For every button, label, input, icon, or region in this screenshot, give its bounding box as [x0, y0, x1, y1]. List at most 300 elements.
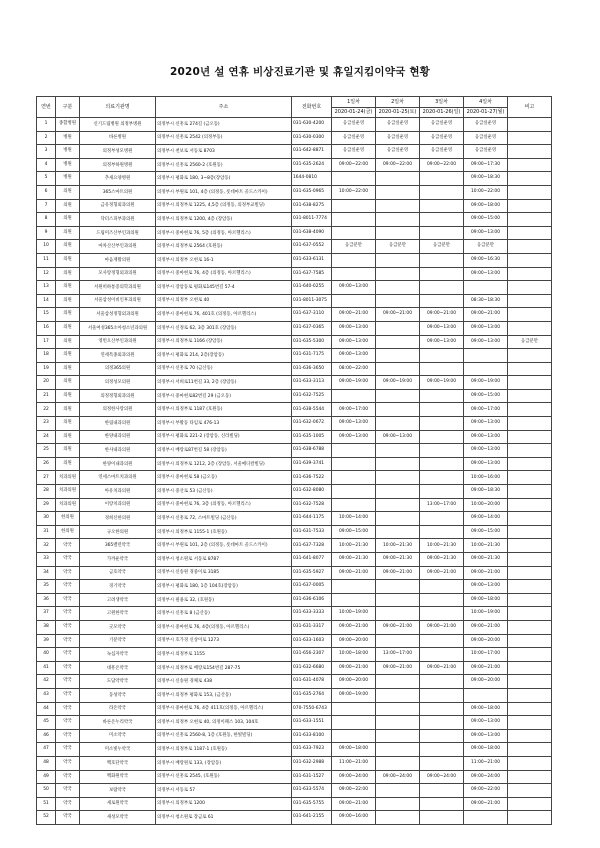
cell-day2: [376, 349, 420, 363]
cell-address: 의정부시 의정부로 배랑로154번길 287-75: [156, 661, 292, 675]
cell-note: [508, 770, 552, 784]
cell-note: [508, 294, 552, 308]
cell-day1: [332, 729, 376, 743]
page-title: 2020년 설 연휴 비상진료기관 및 휴일지킴이약국 현황: [169, 66, 431, 78]
cell-day1: 09:00~13:00: [332, 335, 376, 349]
cell-no: 43: [37, 688, 56, 702]
cell-day1: 09:00~21:30: [332, 553, 376, 567]
cell-no: 39: [37, 634, 56, 648]
cell-day2: [376, 457, 420, 471]
cell-day4: 09:00~18:00: [464, 702, 508, 716]
cell-day4: 09:00~13:00: [464, 267, 508, 281]
cell-day4: 10:00~22:00: [464, 185, 508, 199]
cell-no: 6: [37, 185, 56, 199]
table-row: [37, 199, 552, 213]
cell-day2: [376, 688, 420, 702]
cell-name: 기분약국: [80, 634, 156, 648]
cell-name: 의정한사랑의원: [80, 403, 156, 417]
cell-day2: 09:00~22:00: [376, 158, 420, 172]
cell-day1: 09:00~22:00: [332, 784, 376, 798]
cell-day3: 09:00~19:00: [420, 376, 464, 390]
cell-day3: [420, 444, 464, 458]
cell-no: 18: [37, 349, 56, 363]
cell-name: 모사랑정형외과의원: [80, 267, 156, 281]
cell-day4: 09:00~22:00: [464, 784, 508, 798]
column-header-day1: 1일차: [332, 97, 376, 108]
column-header-name: 의료기관명: [80, 97, 156, 118]
cell-address: 의정부시 의정부로 1225, 4,5층 (의정동, 의정부교빌딩): [156, 199, 292, 213]
cell-type: 의원: [56, 335, 80, 349]
cell-phone: 031-636-6106: [292, 593, 332, 607]
cell-no: 15: [37, 308, 56, 322]
table-row: [37, 172, 552, 186]
cell-type: 의원: [56, 281, 80, 295]
cell-type: 병원: [56, 158, 80, 172]
cell-name: 백화원약국: [80, 770, 156, 784]
table-row: [37, 634, 552, 648]
cell-address: 의정부시 의정부로 1212, 2층 (장암동, 서울메디칼빌딩): [156, 457, 292, 471]
cell-day3: [420, 172, 464, 186]
cell-phone: 031-633-8100: [292, 729, 332, 743]
cell-phone: 031-8011-7774: [292, 213, 332, 227]
cell-day3: 응급분만: [420, 240, 464, 254]
cell-day3: 09:00~13:00: [420, 335, 464, 349]
table-row: [37, 444, 552, 458]
cell-note: [508, 158, 552, 172]
cell-note: [508, 498, 552, 512]
cell-day4: 09:00~21:00: [464, 797, 508, 811]
cell-phone: 031-633-3333: [292, 607, 332, 621]
cell-day1: 응급실운영: [332, 118, 376, 132]
cell-day4: [464, 281, 508, 295]
table-row: [37, 349, 552, 363]
cell-note: [508, 675, 552, 689]
cell-type: 의원: [56, 403, 80, 417]
cell-type: 의원: [56, 362, 80, 376]
cell-day1: [332, 199, 376, 213]
cell-phone: 031-631-1527: [292, 770, 332, 784]
cell-type: 약국: [56, 539, 80, 553]
cell-phone: 031-630-0300: [292, 131, 332, 145]
cell-day1: [332, 716, 376, 730]
cell-day1: 09:00~21:00: [332, 308, 376, 322]
cell-name: 규오한의원: [80, 525, 156, 539]
cell-name: 대흥온약국: [80, 661, 156, 675]
cell-day2: [376, 253, 420, 267]
cell-day4: 09:00~19:00: [464, 376, 508, 390]
cell-day1: 10:00~21:30: [332, 539, 376, 553]
cell-phone: 031-631-7175: [292, 349, 332, 363]
cell-phone: 031-635-5755: [292, 797, 332, 811]
cell-note: [508, 430, 552, 444]
column-header-day4: 4일차: [464, 97, 508, 108]
cell-day3: [420, 743, 464, 757]
column-header-date3: 2020-01-26(일): [420, 108, 464, 118]
cell-note: [508, 321, 552, 335]
cell-day2: 09:00~13:00: [376, 430, 420, 444]
cell-day2: [376, 403, 420, 417]
cell-phone: 031-633-5574: [292, 784, 332, 798]
cell-phone: 031-632-8080: [292, 485, 332, 499]
table-row: [37, 648, 552, 662]
cell-type: 의원: [56, 213, 80, 227]
table-row: [37, 281, 552, 295]
cell-day4: 09:00~13:00: [464, 457, 508, 471]
cell-day3: [420, 756, 464, 770]
cell-day4: [464, 362, 508, 376]
cell-day1: [332, 471, 376, 485]
cell-type: 약국: [56, 770, 80, 784]
cell-name: 연세특종외과의원: [80, 349, 156, 363]
cell-day1: 09:00~13:00: [332, 281, 376, 295]
cell-phone: 031-632-6680: [292, 661, 332, 675]
cell-day4: 11:00~21:00: [464, 756, 508, 770]
cell-note: [508, 471, 552, 485]
cell-name: 백호단약국: [80, 756, 156, 770]
cell-day1: [332, 444, 376, 458]
cell-day4: 09:00~13:00: [464, 417, 508, 431]
cell-phone: 031-637-7585: [292, 267, 332, 281]
cell-phone: 031-630-4200: [292, 118, 332, 132]
table-row: [37, 485, 552, 499]
table-row: [37, 417, 552, 431]
cell-name: 추새요양병원: [80, 172, 156, 186]
cell-day2: [376, 702, 420, 716]
cell-phone: 031-637-7328: [292, 539, 332, 553]
cell-day2: [376, 199, 420, 213]
cell-day1: 09:00~20:00: [332, 675, 376, 689]
cell-day4: 09:00~18:00: [464, 593, 508, 607]
cell-day4: [464, 688, 508, 702]
cell-type: 치과의원: [56, 471, 80, 485]
cell-no: 20: [37, 376, 56, 390]
cell-day3: 09:00~13:00: [420, 321, 464, 335]
cell-day2: [376, 321, 420, 335]
table-row: [37, 620, 552, 634]
cell-day1: [332, 498, 376, 512]
cell-note: [508, 417, 552, 431]
cell-address: 의정부시 의정부 오현로 16-1: [156, 253, 292, 267]
cell-day1: 09:00~19:00: [332, 376, 376, 390]
cell-day2: [376, 362, 420, 376]
cell-no: 12: [37, 267, 56, 281]
cell-note: [508, 226, 552, 240]
cell-day4: 10:00~21:30: [464, 539, 508, 553]
cell-type: 의원: [56, 376, 80, 390]
cell-name: 한림내과의원: [80, 417, 156, 431]
cell-day4: 09:00~13:00: [464, 226, 508, 240]
cell-day4: 10:00~17:00: [464, 648, 508, 662]
cell-address: 의정부시 배랑로87번길 58 (장암동): [156, 444, 292, 458]
cell-address: 의정부시 중마현로 58 (금오동): [156, 471, 292, 485]
cell-note: [508, 553, 552, 567]
cell-name: 금호약국: [80, 566, 156, 580]
table-row: [37, 471, 552, 485]
table-body: [37, 118, 552, 825]
cell-day4: 09:00~20:00: [464, 634, 508, 648]
cell-no: 1: [37, 118, 56, 132]
cell-type: 의원: [56, 308, 80, 322]
cell-day2: 응급실운영: [376, 131, 420, 145]
cell-day2: [376, 729, 420, 743]
cell-phone: 031-641-8077: [292, 553, 332, 567]
cell-day4: 09:00~18:30: [464, 485, 508, 499]
cell-day2: 응급실운영: [376, 145, 420, 159]
cell-note: [508, 281, 552, 295]
cell-address: 의정부시 중마현로 76, 3층 (의정동, 아르헬리스): [156, 498, 292, 512]
cell-address: 의정부시 장암동로 평화로145번길 57-4: [156, 281, 292, 295]
cell-day1: 10:00~22:00: [332, 185, 376, 199]
table-row: [37, 593, 552, 607]
cell-no: 50: [37, 784, 56, 798]
cell-day3: 09:00~21:00: [420, 661, 464, 675]
cell-day3: [420, 688, 464, 702]
cell-type: 의원: [56, 321, 80, 335]
cell-address: 의정부시 신흥로 2542 (의정부동): [156, 131, 292, 145]
cell-name: 경기약국: [80, 580, 156, 594]
cell-address: 의정부시 의정부로 1200, 4층 (장암동): [156, 213, 292, 227]
table-row: [37, 240, 552, 254]
column-header-address: 주소: [156, 97, 292, 118]
cell-address: 의정부시 천보로 서동로 8703: [156, 145, 292, 159]
table-row: [37, 267, 552, 281]
cell-no: 19: [37, 362, 56, 376]
cell-address: 의정부시 평화로 180, 3~8층(장암동): [156, 172, 292, 186]
cell-type: 약국: [56, 593, 80, 607]
cell-day4: 09:00~13:00: [464, 729, 508, 743]
cell-day1: [332, 294, 376, 308]
cell-day3: [420, 784, 464, 798]
cell-day2: 09:00~21:30: [376, 553, 420, 567]
cell-no: 49: [37, 770, 56, 784]
cell-day1: 09:00~24:00: [332, 770, 376, 784]
cell-note: [508, 145, 552, 159]
cell-address: 의정부시 의정부로 1200: [156, 797, 292, 811]
cell-day3: 09:00~21:00: [420, 308, 464, 322]
cell-no: 41: [37, 661, 56, 675]
column-header-phone: 전화번호: [292, 97, 332, 118]
cell-note: [508, 118, 552, 132]
cell-day3: [420, 349, 464, 363]
cell-address: 의정부시 부활동 타임로 476-13: [156, 417, 292, 431]
cell-day3: [420, 294, 464, 308]
cell-type: 약국: [56, 756, 80, 770]
cell-type: 의원: [56, 267, 80, 281]
cell-day4: 09:00~13:00: [464, 430, 508, 444]
cell-phone: 031-635-0965: [292, 185, 332, 199]
cell-type: 의원: [56, 294, 80, 308]
table-row: [37, 335, 552, 349]
cell-name: 아유치과의원: [80, 485, 156, 499]
cell-phone: 031-656-2307: [292, 648, 332, 662]
cell-day1: [332, 485, 376, 499]
cell-phone: 031-638-6788: [292, 444, 332, 458]
cell-day1: [332, 253, 376, 267]
cell-day4: [464, 811, 508, 825]
cell-note: [508, 362, 552, 376]
cell-phone: 031-633-1603: [292, 634, 332, 648]
cell-no: 11: [37, 253, 56, 267]
cell-day4: 10:00~20:00: [464, 498, 508, 512]
cell-name: 보람약국: [80, 784, 156, 798]
cell-day1: [332, 226, 376, 240]
table-row: [37, 553, 552, 567]
cell-phone: 031-642-8871: [292, 145, 332, 159]
cell-phone: 031-633-1551: [292, 716, 332, 730]
cell-day4: 09:00~17:00: [464, 403, 508, 417]
cell-day2: [376, 716, 420, 730]
cell-address: 의정부시 신흥로 72, 스마트빌딩 (금산동): [156, 512, 292, 526]
cell-address: 의정부시 신송원 경중이로 3185: [156, 566, 292, 580]
table-row: [37, 294, 552, 308]
cell-day3: [420, 702, 464, 716]
cell-phone: 031-635-2764: [292, 688, 332, 702]
cell-day4: 09:00~15:00: [464, 389, 508, 403]
cell-no: 21: [37, 389, 56, 403]
cell-type: 약국: [56, 729, 80, 743]
cell-phone: 031-635-5300: [292, 335, 332, 349]
cell-phone: 031-638-4090: [292, 226, 332, 240]
cell-day2: [376, 335, 420, 349]
cell-type: 의원: [56, 389, 80, 403]
cell-address: 의정부시 의정부로 1187-1 (호원동): [156, 743, 292, 757]
cell-phone: 031-638-8275: [292, 199, 332, 213]
cell-day4: 09:00~13:00: [464, 580, 508, 594]
cell-day3: [420, 634, 464, 648]
cell-address: 의정부시 중마현로82번길 29 (금오동): [156, 389, 292, 403]
cell-no: 29: [37, 498, 56, 512]
cell-day1: 09:00~13:00: [332, 417, 376, 431]
cell-day2: [376, 756, 420, 770]
cell-name: 고려생약국: [80, 593, 156, 607]
cell-note: [508, 457, 552, 471]
cell-day3: [420, 593, 464, 607]
cell-address: 의정부시 의정부로 1187 (호원동): [156, 403, 292, 417]
cell-note: [508, 566, 552, 580]
cell-no: 36: [37, 593, 56, 607]
cell-type: 의원: [56, 240, 80, 254]
cell-name: 한사내과의원: [80, 444, 156, 458]
cell-note: [508, 512, 552, 526]
cell-address: 의정부시 부원로 101, 4층 (의정동, 롯데마트 골드스카이): [156, 185, 292, 199]
cell-address: 의정부시 신흥로 2545, (호원동): [156, 770, 292, 784]
table-row: [37, 498, 552, 512]
cell-day4: 10:00~19:00: [464, 607, 508, 621]
cell-day4: 09:00~18:30: [464, 172, 508, 186]
cell-type: 병원: [56, 131, 80, 145]
cell-address: 의정부시 부원로 101, 2층 (의정동, 롯데마트 골드스카이): [156, 539, 292, 553]
cell-day3: [420, 430, 464, 444]
cell-address: 의정부시 중마현로 76, 4층 (의정동, 아르헬리스): [156, 267, 292, 281]
cell-day2: [376, 525, 420, 539]
cell-no: 23: [37, 417, 56, 431]
cell-type: 한의원: [56, 512, 80, 526]
cell-day3: [420, 485, 464, 499]
cell-day2: [376, 213, 420, 227]
cell-phone: 031-631-7533: [292, 525, 332, 539]
cell-phone: 031-633-3113: [292, 376, 332, 390]
cell-address: 의정부시 신흥로 274길 (금오동): [156, 118, 292, 132]
cell-name: 경희신한의원: [80, 512, 156, 526]
cell-day1: [332, 580, 376, 594]
cell-day3: 10:00~21:30: [420, 539, 464, 553]
cell-day3: [420, 471, 464, 485]
cell-no: 33: [37, 553, 56, 567]
cell-day2: 09:00~21:00: [376, 566, 420, 580]
cell-no: 24: [37, 430, 56, 444]
table-row: [37, 525, 552, 539]
cell-day4: 응급분만: [464, 240, 508, 254]
cell-note: [508, 620, 552, 634]
cell-address: 의정부시 의정부로 1155: [156, 648, 292, 662]
cell-phone: 031-635-2624: [292, 158, 332, 172]
cell-address: 의정부시 의정부 오현로 40: [156, 294, 292, 308]
cell-no: 52: [37, 811, 56, 825]
cell-day1: 09:00~16:00: [332, 811, 376, 825]
cell-name: 한양이내과의원: [80, 457, 156, 471]
cell-day2: [376, 743, 420, 757]
cell-name: 새성모약국: [80, 811, 156, 825]
cell-day4: 09:00~20:00: [464, 675, 508, 689]
cell-note: [508, 593, 552, 607]
cell-day3: [420, 457, 464, 471]
column-header-date2: 2020-01-25(토): [376, 108, 420, 118]
cell-day1: 09:00~21:00: [332, 620, 376, 634]
cell-note: [508, 729, 552, 743]
cell-type: 약국: [56, 661, 80, 675]
table-row: [37, 661, 552, 675]
cell-type: 한의원: [56, 525, 80, 539]
cell-no: 40: [37, 648, 56, 662]
cell-day3: [420, 580, 464, 594]
cell-day4: 09:00~21:00: [464, 566, 508, 580]
table-row: [37, 118, 552, 132]
cell-phone: 031-638-5544: [292, 403, 332, 417]
cell-day4: 응급실운영: [464, 131, 508, 145]
table-row: [37, 213, 552, 227]
cell-day2: [376, 675, 420, 689]
cell-name: 새로원약국: [80, 797, 156, 811]
cell-phone: 031-637-3110: [292, 308, 332, 322]
cell-day2: [376, 267, 420, 281]
cell-day1: 09:00~20:00: [332, 634, 376, 648]
cell-day3: [420, 403, 464, 417]
cell-type: 의원: [56, 457, 80, 471]
cell-no: 31: [37, 525, 56, 539]
column-header-type: 구분: [56, 97, 80, 118]
cell-day3: 응급실운영: [420, 118, 464, 132]
cell-phone: 031-632-0672: [292, 417, 332, 431]
cell-no: 38: [37, 620, 56, 634]
cell-address: 의정부시 필용로 32, (호원동): [156, 593, 292, 607]
cell-phone: 031-633-6131: [292, 253, 332, 267]
cell-day2: [376, 811, 420, 825]
cell-type: 약국: [56, 811, 80, 825]
cell-day4: 09:00~21:00: [464, 620, 508, 634]
cell-name: 바른병원: [80, 131, 156, 145]
cell-day4: 08:30~18:30: [464, 294, 508, 308]
cell-day1: [332, 702, 376, 716]
cell-note: 응급분만: [508, 335, 552, 349]
cell-note: [508, 811, 552, 825]
cell-no: 51: [37, 797, 56, 811]
cell-name: 마차산산부인과의원: [80, 240, 156, 254]
cell-day3: [420, 226, 464, 240]
cell-type: 의원: [56, 444, 80, 458]
table-row: [37, 688, 552, 702]
cell-address: 의정부시 평화로 214, 2층(장암동): [156, 349, 292, 363]
cell-day1: 응급실운영: [332, 145, 376, 159]
